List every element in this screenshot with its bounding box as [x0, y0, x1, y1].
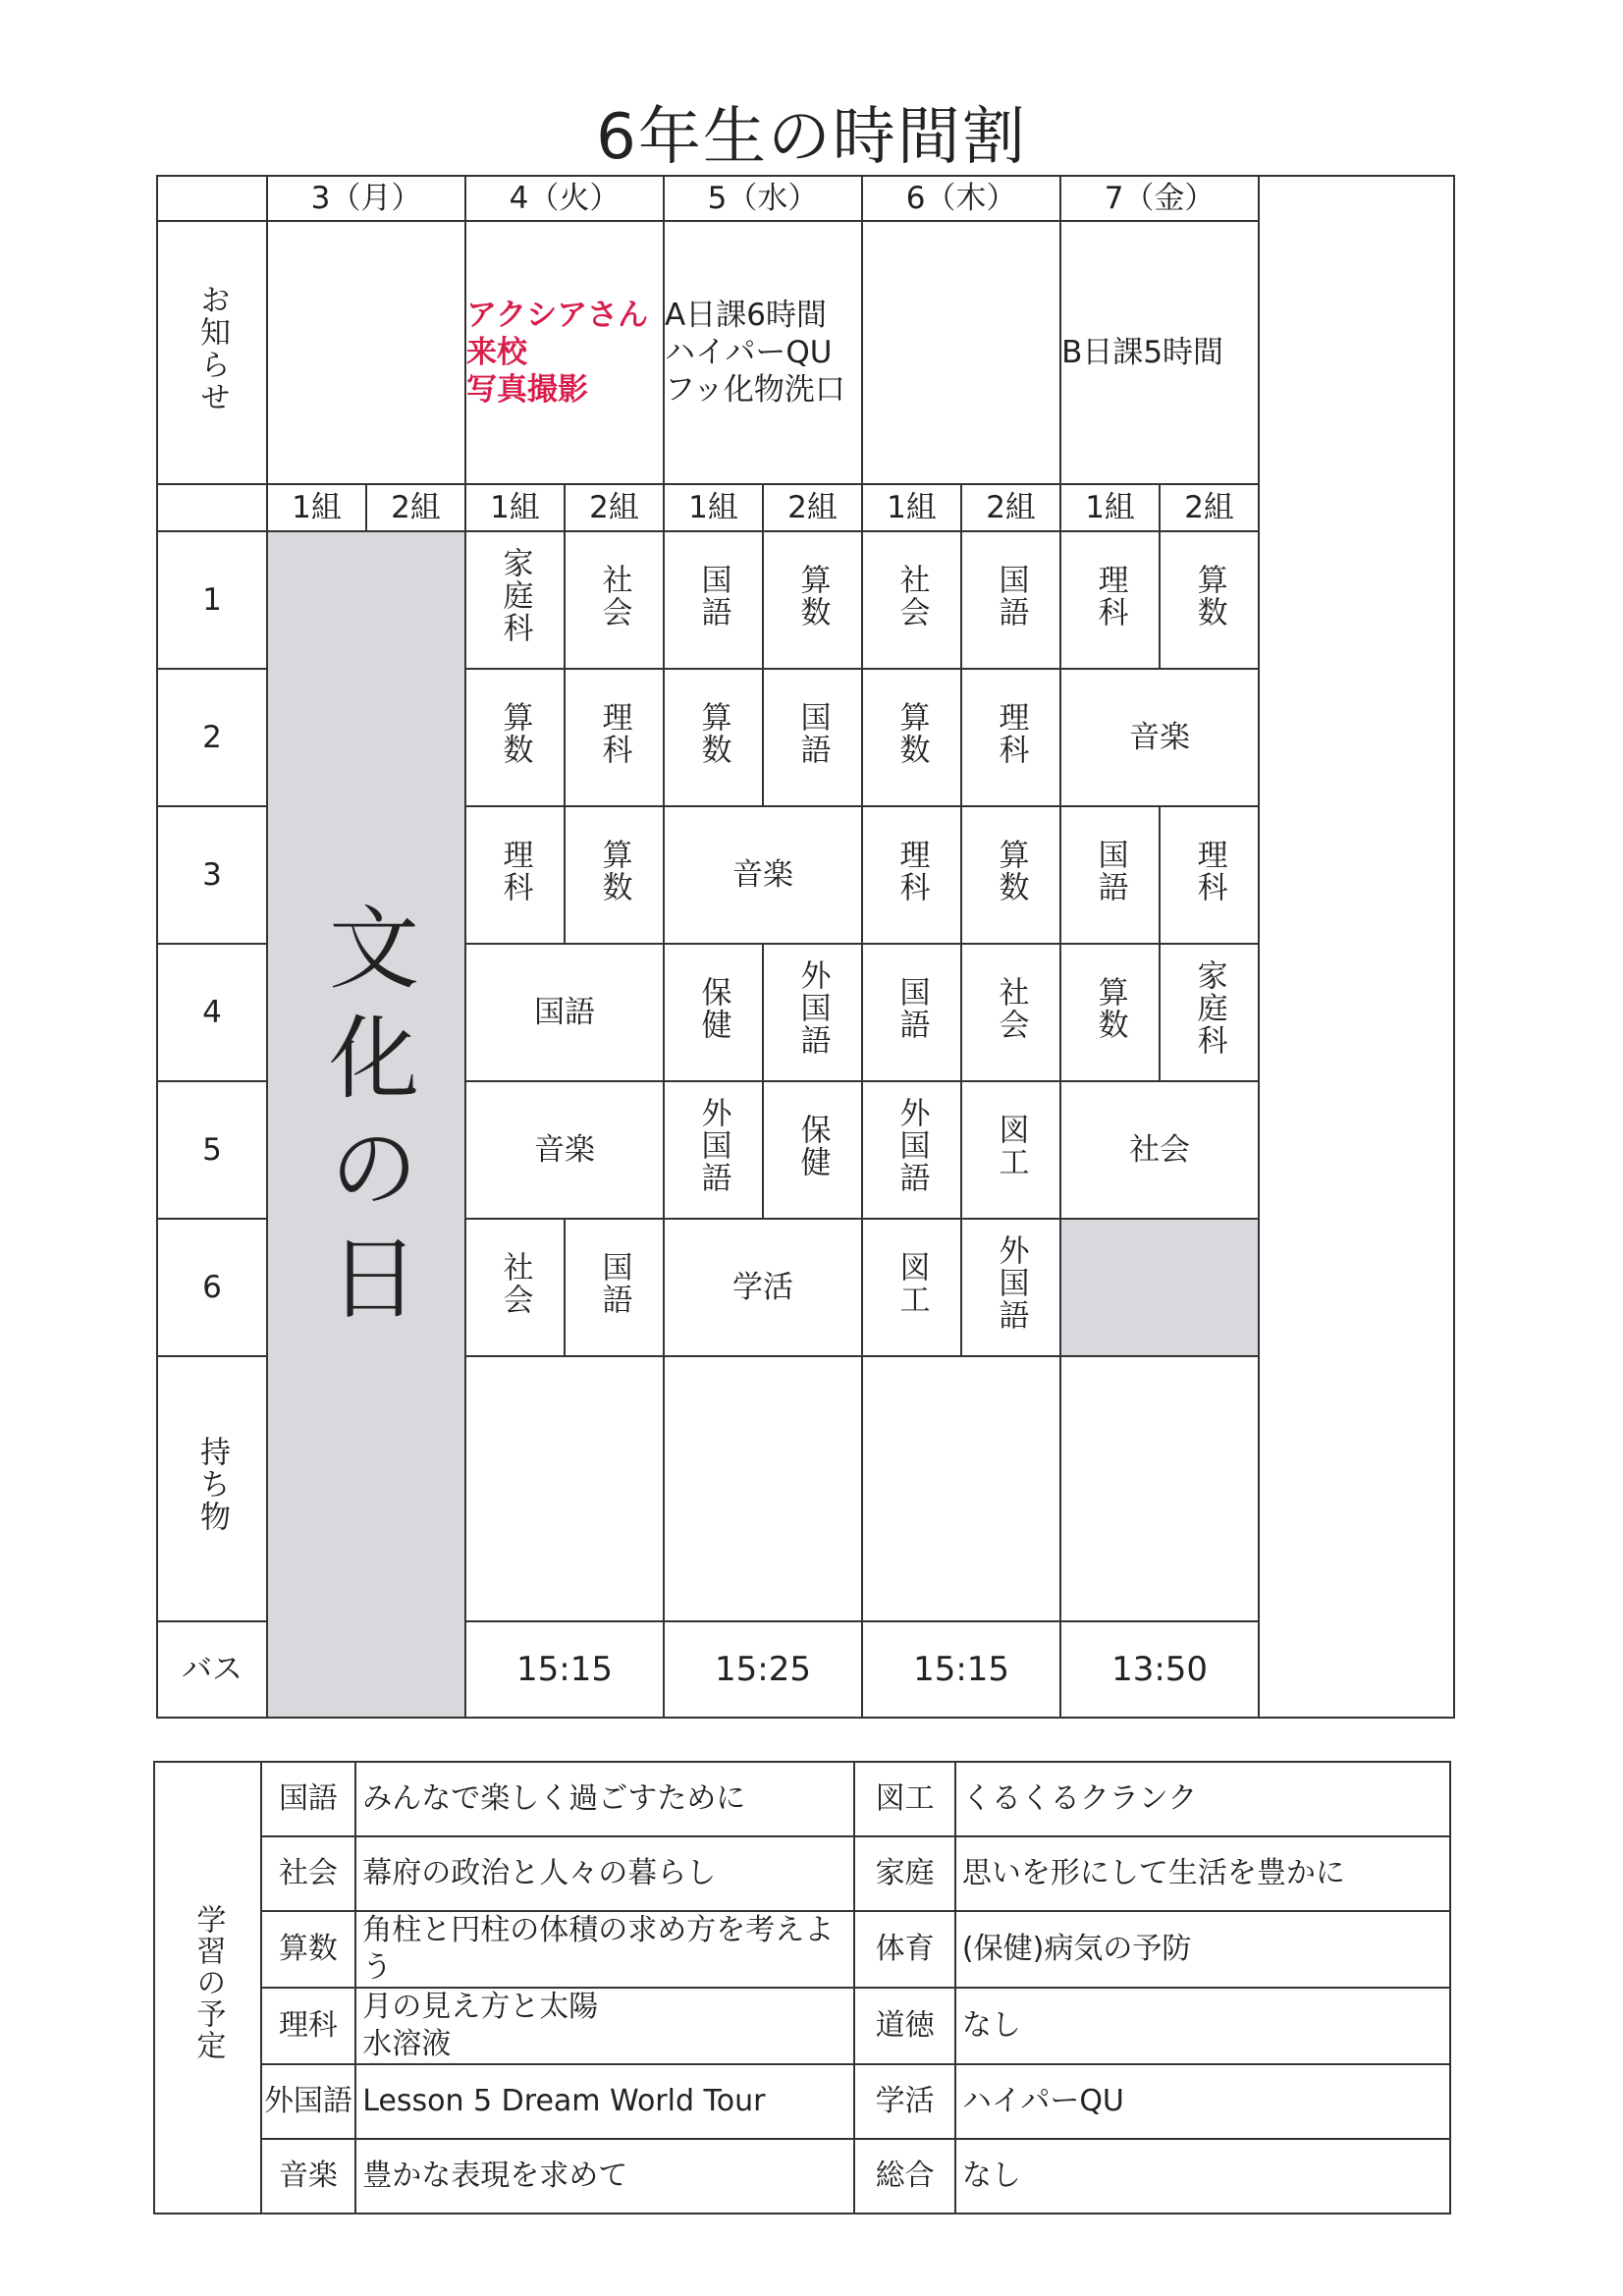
- day-header-fri: 7（金）: [1060, 176, 1259, 221]
- bus-time-tue: 15:15: [465, 1621, 664, 1718]
- notice-thu: [862, 221, 1060, 484]
- plan-subject: 家庭: [854, 1836, 955, 1911]
- lesson-cell: 算数: [565, 806, 664, 944]
- lesson-cell: 国語: [961, 531, 1060, 669]
- class-header: 1組: [465, 484, 565, 531]
- day-header-wed: 5（水）: [664, 176, 862, 221]
- lesson-cell: 外国語: [862, 1081, 961, 1219]
- class-header-blank: [157, 484, 267, 531]
- period-label: 4: [157, 944, 267, 1081]
- lesson-cell: 保健: [664, 944, 763, 1081]
- lesson-cell: 理科: [1060, 531, 1160, 669]
- lesson-cell: 社会: [961, 944, 1060, 1081]
- period-label: 6: [157, 1219, 267, 1356]
- plan-unit: 豊かな表現を求めて: [355, 2139, 854, 2214]
- corner-cell: [157, 176, 267, 221]
- no-lesson-cell: [1060, 1219, 1259, 1356]
- lesson-cell: 国語: [763, 669, 862, 806]
- notice-mon: [267, 221, 465, 484]
- plan-unit: なし: [955, 1988, 1450, 2064]
- plan-subject: 算数: [261, 1911, 356, 1988]
- period-label: 3: [157, 806, 267, 944]
- lesson-cell-joint: 音楽: [1060, 669, 1259, 806]
- items-thu: [862, 1356, 1060, 1621]
- study-plan-table: [153, 1761, 1451, 2214]
- period-label: 5: [157, 1081, 267, 1219]
- lesson-cell-joint: 国語: [465, 944, 664, 1081]
- page-title: 6年生の時間割: [596, 101, 1027, 174]
- lesson-cell: 外国語: [763, 944, 862, 1081]
- notice-label: お知らせ: [157, 221, 267, 484]
- plan-unit: ハイパーQU: [955, 2064, 1450, 2139]
- lesson-cell: 外国語: [664, 1081, 763, 1219]
- plan-unit: なし: [955, 2139, 1450, 2214]
- lesson-cell: 国語: [862, 944, 961, 1081]
- plan-unit: 思いを形にして生活を豊かに: [955, 1836, 1450, 1911]
- lesson-cell: 社会: [565, 531, 664, 669]
- items-fri: [1060, 1356, 1259, 1621]
- period-label: 2: [157, 669, 267, 806]
- lesson-cell: 理科: [862, 806, 961, 944]
- lesson-cell: 算数: [1060, 944, 1160, 1081]
- items-label: 持ち物: [157, 1356, 267, 1621]
- day-header-thu: 6（木）: [862, 176, 1060, 221]
- lesson-cell: 図工: [961, 1081, 1060, 1219]
- day-header-tue: 4（火）: [465, 176, 664, 221]
- notice-tue: アクシアさん 来校 写真撮影: [465, 221, 664, 484]
- class-header: 1組: [664, 484, 763, 531]
- lesson-cell: 家庭科: [1160, 944, 1259, 1081]
- plan-subject: 道徳: [854, 1988, 955, 2064]
- items-tue: [465, 1356, 664, 1621]
- plan-unit: くるくるクランク: [955, 1762, 1450, 1836]
- items-wed: [664, 1356, 862, 1621]
- lesson-cell: 社会: [862, 531, 961, 669]
- study-plan-label: 学習の予定: [154, 1762, 261, 2214]
- class-header: 1組: [1060, 484, 1160, 531]
- plan-unit: 角柱と円柱の体積の求め方を考えよう: [355, 1911, 854, 1988]
- plan-unit: Lesson 5 Dream World Tour: [355, 2064, 854, 2139]
- right-margin-cell: [1259, 176, 1454, 1718]
- lesson-cell: 算数: [1160, 531, 1259, 669]
- lesson-cell-joint: 音楽: [664, 806, 862, 944]
- holiday-label: 文化の日: [314, 900, 419, 1340]
- plan-subject: 学活: [854, 2064, 955, 2139]
- bus-label: バス: [157, 1621, 267, 1718]
- class-header: 2組: [366, 484, 465, 531]
- plan-subject: 社会: [261, 1836, 356, 1911]
- timetable: [156, 175, 1455, 1719]
- plan-unit: みんなで楽しく過ごすために: [355, 1762, 854, 1836]
- class-header: 1組: [862, 484, 961, 531]
- plan-subject: 図工: [854, 1762, 955, 1836]
- lesson-cell: 算数: [961, 806, 1060, 944]
- bus-time-thu: 15:15: [862, 1621, 1060, 1718]
- lesson-cell-joint: 学活: [664, 1219, 862, 1356]
- bus-time-wed: 15:25: [664, 1621, 862, 1718]
- class-header: 2組: [565, 484, 664, 531]
- plan-subject: 体育: [854, 1911, 955, 1988]
- plan-subject: 理科: [261, 1988, 356, 2064]
- lesson-cell: 算数: [763, 531, 862, 669]
- notice-wed: A日課6時間 ハイパーQU フッ化物洗口: [664, 221, 862, 484]
- holiday-cell: [267, 531, 465, 1718]
- lesson-cell: 国語: [664, 531, 763, 669]
- lesson-cell-joint: 社会: [1060, 1081, 1259, 1219]
- plan-subject: 音楽: [261, 2139, 356, 2214]
- plan-subject: 外国語: [261, 2064, 356, 2139]
- class-header: 1組: [267, 484, 366, 531]
- lesson-cell: 理科: [565, 669, 664, 806]
- plan-unit: 月の見え方と太陽 水溶液: [355, 1988, 854, 2064]
- plan-unit: 幕府の政治と人々の暮らし: [355, 1836, 854, 1911]
- bus-time-fri: 13:50: [1060, 1621, 1259, 1718]
- day-header-mon: 3（月）: [267, 176, 465, 221]
- plan-subject: 総合: [854, 2139, 955, 2214]
- plan-unit: (保健)病気の予防: [955, 1911, 1450, 1988]
- lesson-cell: 家庭科: [465, 531, 565, 669]
- class-header: 2組: [1160, 484, 1259, 531]
- lesson-cell: 図工: [862, 1219, 961, 1356]
- lesson-cell: 外国語: [961, 1219, 1060, 1356]
- lesson-cell: 国語: [1060, 806, 1160, 944]
- lesson-cell: 理科: [961, 669, 1060, 806]
- lesson-cell: 理科: [1160, 806, 1259, 944]
- lesson-cell: 算数: [664, 669, 763, 806]
- lesson-cell: 理科: [465, 806, 565, 944]
- lesson-cell: 算数: [862, 669, 961, 806]
- plan-subject: 国語: [261, 1762, 356, 1836]
- lesson-cell: 保健: [763, 1081, 862, 1219]
- period-label: 1: [157, 531, 267, 669]
- class-header: 2組: [961, 484, 1060, 531]
- class-header: 2組: [763, 484, 862, 531]
- lesson-cell-joint: 音楽: [465, 1081, 664, 1219]
- notice-fri: B日課5時間: [1060, 221, 1259, 484]
- lesson-cell: 社会: [465, 1219, 565, 1356]
- lesson-cell: 算数: [465, 669, 565, 806]
- lesson-cell: 国語: [565, 1219, 664, 1356]
